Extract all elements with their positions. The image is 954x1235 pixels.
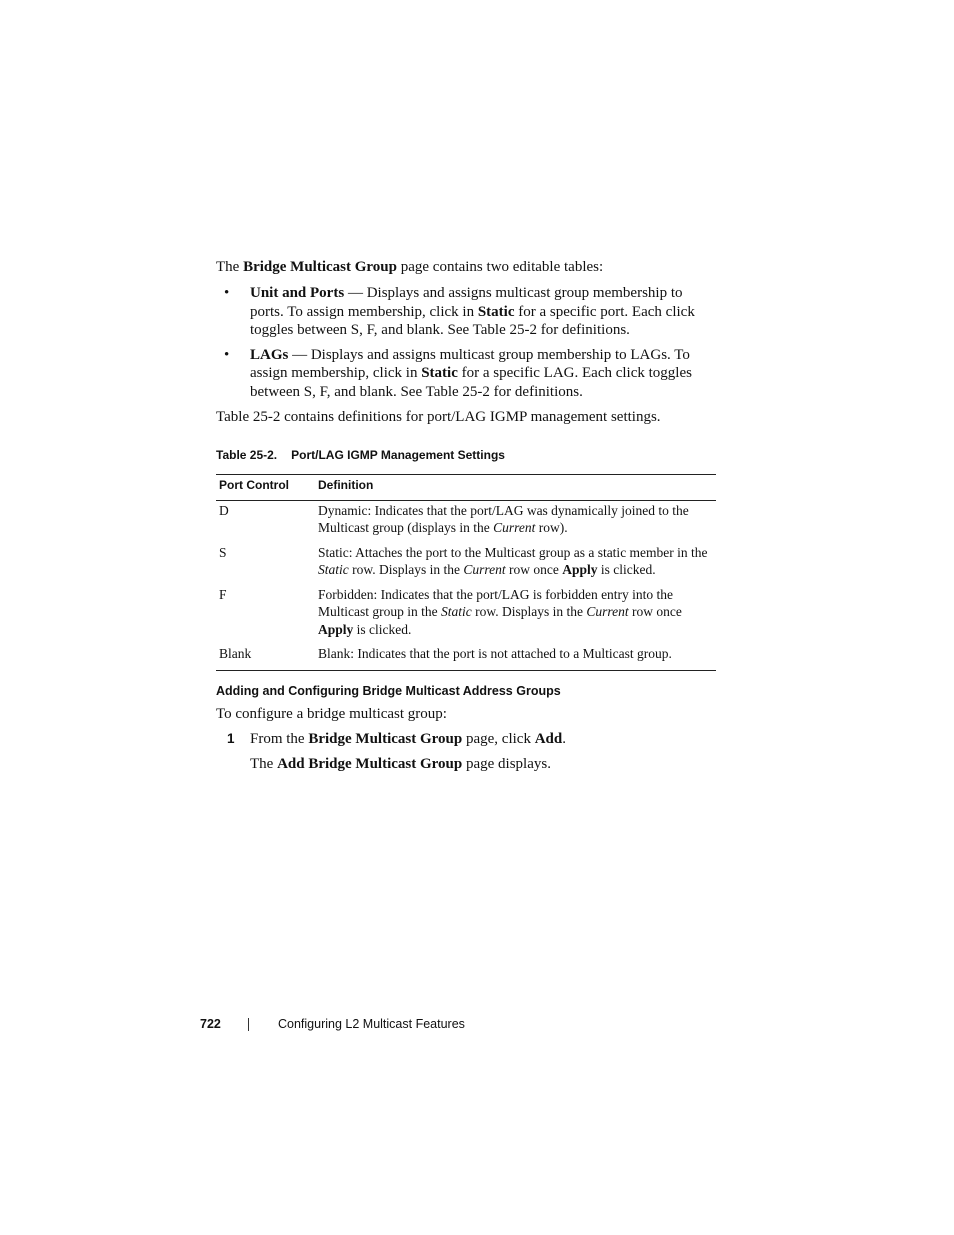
bullet-text: — Displays and assigns multicast group membership to ports. To assign membership, click in [250, 285, 683, 320]
definition-text: row. Displays in the [348, 562, 464, 577]
definition-text: Dynamic: Indicates that the port/LAG was dynamically joined to the Multicast group (displays in the [318, 502, 689, 535]
settings-table [216, 474, 716, 671]
definition-cell [315, 500, 716, 544]
table-row [216, 645, 716, 670]
definition-italic: Current [493, 520, 536, 535]
definition-text: row once [628, 604, 682, 619]
column-header-port-control: Port Control [219, 478, 289, 492]
bullet-static-word: Static [421, 365, 458, 381]
intro-prefix: The [216, 259, 244, 275]
page-number: 722 [200, 1017, 221, 1031]
bullet-icon: • [224, 285, 230, 301]
definition-italic: Current [463, 562, 506, 577]
port-control-cell: F [219, 586, 227, 602]
port-control-cell: Blank [219, 646, 252, 661]
definition-text: row). [535, 520, 568, 535]
section-heading: Adding and Configuring Bridge Multicast Address Groups [216, 684, 561, 698]
bullet-text: — Displays and assigns multicast group membership to LAGs. To assign membership, click in [250, 346, 690, 381]
chapter-title: Configuring L2 Multicast Features [278, 1017, 465, 1031]
table-row [216, 544, 716, 586]
intro-suffix: page contains two editable tables: [396, 259, 604, 275]
definition-bold: Apply [318, 621, 354, 637]
definition-italic: Static [318, 562, 349, 577]
step-text-part: page, click [462, 731, 535, 747]
definition-text: Forbidden: Indicates that the port/LAG is forbidden entry into the Multicast group in the [318, 586, 674, 619]
result-text: page displays. [462, 756, 551, 772]
bullet-term: LAGs [250, 346, 289, 363]
bullet-text: for a specific LAG. Each click toggles between S, F, and blank. See Table 25-2 for definitions. [250, 365, 692, 400]
definition-italic: Static [440, 604, 472, 619]
step-text [250, 730, 566, 748]
step-number: 1 [227, 731, 235, 746]
table-caption-label: Table 25-2. [216, 448, 278, 462]
table-header-row [216, 475, 716, 501]
port-control-cell: D [219, 502, 229, 518]
bullet-term: Unit and Ports [250, 285, 345, 301]
table-caption-title: Port/LAG IGMP Management Settings [291, 448, 505, 462]
step-page-name: Bridge Multicast Group [308, 731, 463, 747]
table-caption [216, 447, 505, 463]
table-row [216, 586, 716, 646]
bullet-icon: • [224, 346, 230, 363]
intro-paragraph [216, 258, 716, 276]
configure-intro: To configure a bridge multicast group: [216, 706, 447, 722]
definition-text: is clicked. [353, 621, 412, 637]
result-page-name: Add Bridge Multicast Group [277, 756, 463, 772]
definition-text: Static: Attaches the port to the Multicast group as a static member in the [318, 544, 708, 560]
bullet-text: for a specific port. Each click toggles between S, F, and blank. See Table 25-2 for definitions. [250, 303, 695, 338]
table-list [216, 284, 716, 407]
definition-cell [315, 645, 716, 670]
step-text-part: From the [250, 731, 309, 747]
bullet-static-word: Static [477, 303, 515, 320]
table-row [216, 500, 716, 544]
definition-text: Blank: Indicates that the port is not attached to a Multicast group. [318, 646, 672, 661]
table-intro-paragraph: Table 25-2 contains definitions for port/LAG IGMP management settings. [216, 409, 661, 425]
bullet-lags [216, 346, 716, 402]
port-control-cell: S [219, 544, 227, 560]
definition-text: row once [505, 562, 563, 577]
definition-cell [315, 544, 716, 586]
definition-bold: Apply [562, 562, 598, 577]
step-text-part: . [562, 731, 566, 747]
bullet-unit-and-ports [216, 284, 716, 340]
footer-separator [248, 1018, 249, 1031]
definition-italic: Current [586, 604, 629, 619]
definition-text: is clicked. [597, 562, 656, 577]
intro-page-name: Bridge Multicast Group [243, 259, 397, 275]
step-action: Add [534, 731, 563, 747]
result-text: The [250, 756, 278, 772]
step-1-result [250, 755, 551, 773]
definition-cell [315, 586, 716, 646]
definition-text: row. Displays in the [471, 604, 587, 619]
column-header-definition: Definition [318, 478, 374, 492]
